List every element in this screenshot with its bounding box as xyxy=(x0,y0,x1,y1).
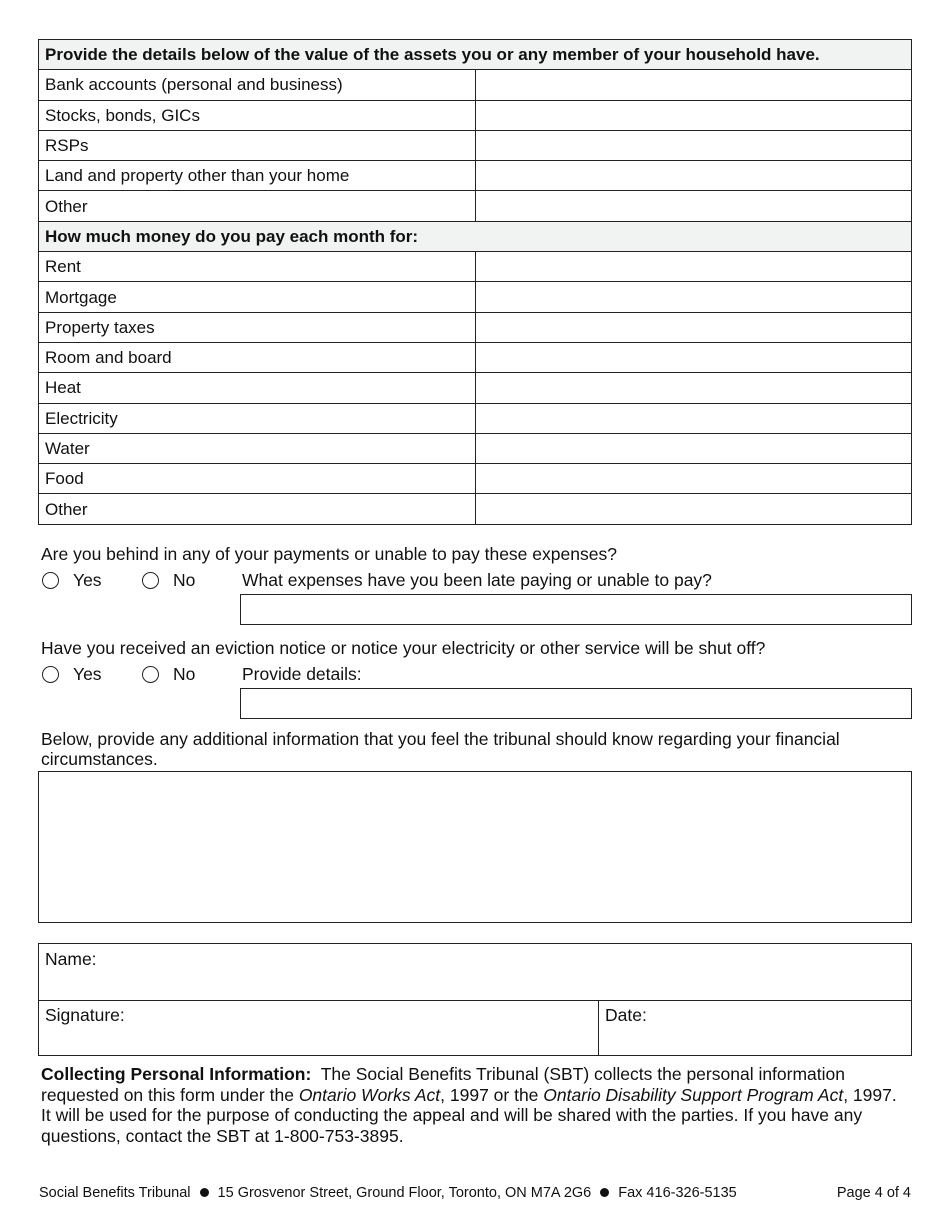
payments-yes-radio[interactable] xyxy=(42,570,142,591)
asset-bank-input[interactable] xyxy=(476,71,912,99)
expense-electricity-input[interactable] xyxy=(476,404,912,432)
expense-label-room-board: Room and board xyxy=(39,342,476,372)
eviction-question: Have you received an eviction notice or notice your electricity or other service will be shut off? xyxy=(41,638,766,658)
signature-label: Signature: xyxy=(45,1005,125,1025)
additional-info-textarea[interactable] xyxy=(39,772,911,922)
eviction-radio-group xyxy=(42,664,195,685)
privacy-heading: Collecting Personal Information: xyxy=(41,1064,312,1084)
bullet-icon xyxy=(600,1188,609,1197)
expense-value-cell xyxy=(475,252,912,282)
asset-label-bank: Bank accounts (personal and business) xyxy=(39,70,476,100)
table-row xyxy=(39,342,912,372)
table-row xyxy=(39,130,912,160)
payments-radio-group xyxy=(42,570,195,591)
assets-header-row xyxy=(39,40,912,70)
radio-circle-icon[interactable] xyxy=(42,572,59,589)
name-label: Name: xyxy=(45,949,97,969)
expense-other-input[interactable] xyxy=(476,495,912,523)
privacy-notice xyxy=(41,1064,911,1146)
expenses-header-row xyxy=(39,221,912,251)
eviction-details-label: Provide details: xyxy=(242,664,362,684)
financial-table xyxy=(38,39,912,525)
payments-no-radio[interactable] xyxy=(142,570,195,591)
table-row xyxy=(39,403,912,433)
asset-label-rsps: RSPs xyxy=(39,130,476,160)
privacy-act-1: Ontario Works Act xyxy=(298,1084,441,1105)
footer-address xyxy=(39,1185,737,1201)
radio-label: Yes xyxy=(73,570,102,590)
table-row xyxy=(39,191,912,221)
expense-rent-input[interactable] xyxy=(476,253,912,281)
signature-cell[interactable] xyxy=(39,1000,599,1055)
radio-label: No xyxy=(173,664,196,684)
table-row xyxy=(39,282,912,312)
late-expenses-label: What expenses have you been late paying or unable to pay? xyxy=(242,570,712,590)
expense-label-electricity: Electricity xyxy=(39,403,476,433)
late-expenses-input[interactable] xyxy=(241,595,911,624)
expense-label-water: Water xyxy=(39,433,476,463)
expense-mortgage-input[interactable] xyxy=(476,283,912,311)
additional-info-prompt: Below, provide any additional information that you feel the tribunal should know regarding your financial circumstances. xyxy=(41,729,840,769)
expense-value-cell xyxy=(475,494,912,524)
bullet-icon xyxy=(200,1188,209,1197)
table-row xyxy=(39,161,912,191)
expense-room-board-input[interactable] xyxy=(476,344,912,372)
table-row xyxy=(39,433,912,463)
table-row xyxy=(39,252,912,282)
eviction-details-field xyxy=(240,688,912,719)
radio-label: No xyxy=(173,570,196,590)
expense-value-cell xyxy=(475,464,912,494)
asset-land-input[interactable] xyxy=(476,162,912,190)
privacy-text-3: , 1997. It will be used for the purpose of conducting the appeal and will be shared with the parties. If you have any questions, contact the SBT at 1-800-753-3895. xyxy=(41,1084,897,1146)
expense-value-cell xyxy=(475,403,912,433)
radio-label: Yes xyxy=(73,664,102,684)
eviction-details-input[interactable] xyxy=(241,689,911,718)
expense-label-heat: Heat xyxy=(39,373,476,403)
expense-value-cell xyxy=(475,373,912,403)
date-label: Date: xyxy=(605,1005,647,1025)
asset-label-land: Land and property other than your home xyxy=(39,161,476,191)
table-row xyxy=(39,70,912,100)
footer-org: Social Benefits Tribunal xyxy=(39,1185,191,1201)
expense-value-cell xyxy=(475,282,912,312)
page-number: Page 4 of 4 xyxy=(836,1185,911,1201)
assets-header: Provide the details below of the value of the assets you or any member of your household have. xyxy=(39,40,912,70)
asset-label-other: Other xyxy=(39,191,476,221)
asset-value-cell xyxy=(475,130,912,160)
expense-label-other: Other xyxy=(39,494,476,524)
additional-info-field xyxy=(38,771,912,923)
footer-fax: Fax 416-326-5135 xyxy=(618,1185,737,1201)
radio-circle-icon[interactable] xyxy=(42,666,59,683)
asset-value-cell xyxy=(475,70,912,100)
expense-label-rent: Rent xyxy=(39,252,476,282)
expense-value-cell xyxy=(475,342,912,372)
expense-value-cell xyxy=(475,433,912,463)
privacy-act-2: Ontario Disability Support Program Act xyxy=(543,1084,844,1105)
expense-label-food: Food xyxy=(39,464,476,494)
expense-heat-input[interactable] xyxy=(476,374,912,402)
asset-other-input[interactable] xyxy=(476,192,912,220)
eviction-no-radio[interactable] xyxy=(142,664,195,685)
payments-question: Are you behind in any of your payments or unable to pay these expenses? xyxy=(41,544,617,564)
radio-circle-icon[interactable] xyxy=(142,572,159,589)
table-row xyxy=(39,312,912,342)
expense-value-cell xyxy=(475,312,912,342)
footer-street: 15 Grosvenor Street, Ground Floor, Toronto, ON M7A 2G6 xyxy=(217,1185,592,1201)
name-cell[interactable] xyxy=(39,944,911,1001)
table-row xyxy=(39,494,912,524)
expenses-header: How much money do you pay each month for: xyxy=(39,221,912,251)
expense-property-taxes-input[interactable] xyxy=(476,313,912,341)
privacy-text-1: The Social Benefits Tribunal (SBT) collects the personal information requested on this form under the xyxy=(41,1064,846,1105)
asset-value-cell xyxy=(475,100,912,130)
expense-label-mortgage: Mortgage xyxy=(39,282,476,312)
expense-label-property-taxes: Property taxes xyxy=(39,312,476,342)
asset-value-cell xyxy=(475,191,912,221)
radio-circle-icon[interactable] xyxy=(142,666,159,683)
asset-stocks-input[interactable] xyxy=(476,101,912,129)
table-row xyxy=(39,100,912,130)
signature-block xyxy=(38,943,912,1056)
table-row xyxy=(39,373,912,403)
asset-value-cell xyxy=(475,161,912,191)
eviction-yes-radio[interactable] xyxy=(42,664,142,685)
date-cell[interactable] xyxy=(599,1000,911,1055)
expense-food-input[interactable] xyxy=(476,465,912,493)
late-expenses-field xyxy=(240,594,912,625)
table-row xyxy=(39,464,912,494)
expense-water-input[interactable] xyxy=(476,435,912,463)
asset-rsps-input[interactable] xyxy=(476,132,912,160)
asset-label-stocks: Stocks, bonds, GICs xyxy=(39,100,476,130)
privacy-text-2: , 1997 or the xyxy=(440,1084,539,1105)
